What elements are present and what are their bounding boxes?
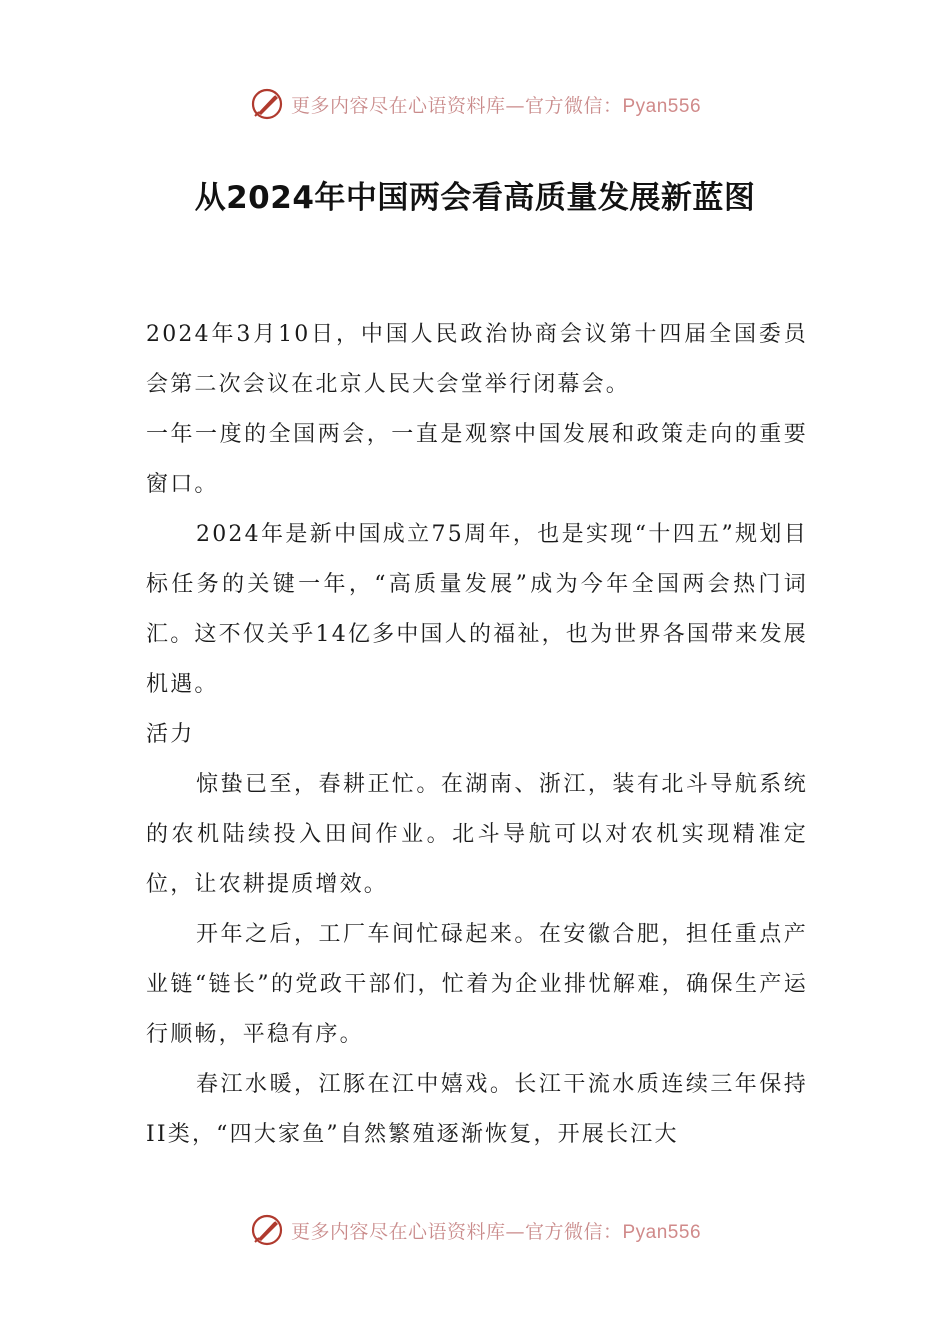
footer-banner: [0, 1210, 950, 1250]
quill-logo-icon: [249, 1212, 285, 1248]
section-heading: 活力: [146, 722, 195, 747]
paragraph: 2024年3月10日，中国人民政治协商会议第十四届全国委员会第二次会议在北京人民大会堂举行闭幕会。: [146, 322, 808, 397]
paragraph: 一年一度的全国两会，一直是观察中国发展和政策走向的重要窗口。: [146, 422, 808, 497]
banner-wechat-id: Pyan556: [622, 1221, 702, 1243]
banner-wechat-id: Pyan556: [622, 95, 702, 117]
paragraph: 2024年是新中国成立75周年，也是实现“十四五”规划目标任务的关键一年，“高质量发展”成为今年全国两会热门词汇。这不仅关乎14亿多中国人的福祉，也为世界各国带来发展机遇。: [146, 522, 808, 697]
banner-text: [291, 91, 701, 118]
banner-text-cn: 更多内容尽在心语资料库—官方微信：: [290, 94, 623, 117]
paragraph: 开年之后，工厂车间忙碌起来。在安徽合肥，担任重点产业链“链长”的党政干部们，忙着为企业排忧解难，确保生产运行顺畅，平稳有序。: [146, 922, 808, 1047]
document-title: 从2024年中国两会看高质量发展新蓝图: [194, 180, 756, 216]
paragraph: 惊蛰已至，春耕正忙。在湖南、浙江，装有北斗导航系统的农机陆续投入田间作业。北斗导航可以对农机实现精准定位，让农耕提质增效。: [146, 772, 808, 897]
quill-logo-icon: [249, 86, 285, 122]
paragraph: 春江水暖，江豚在江中嬉戏。长江干流水质连续三年保持II类，“四大家鱼”自然繁殖逐渐恢复，开展长江大: [146, 1072, 808, 1147]
banner-text: [291, 1217, 701, 1244]
document-body: [146, 310, 808, 1160]
header-banner: [0, 84, 950, 124]
banner-text-cn: 更多内容尽在心语资料库—官方微信：: [290, 1220, 623, 1243]
